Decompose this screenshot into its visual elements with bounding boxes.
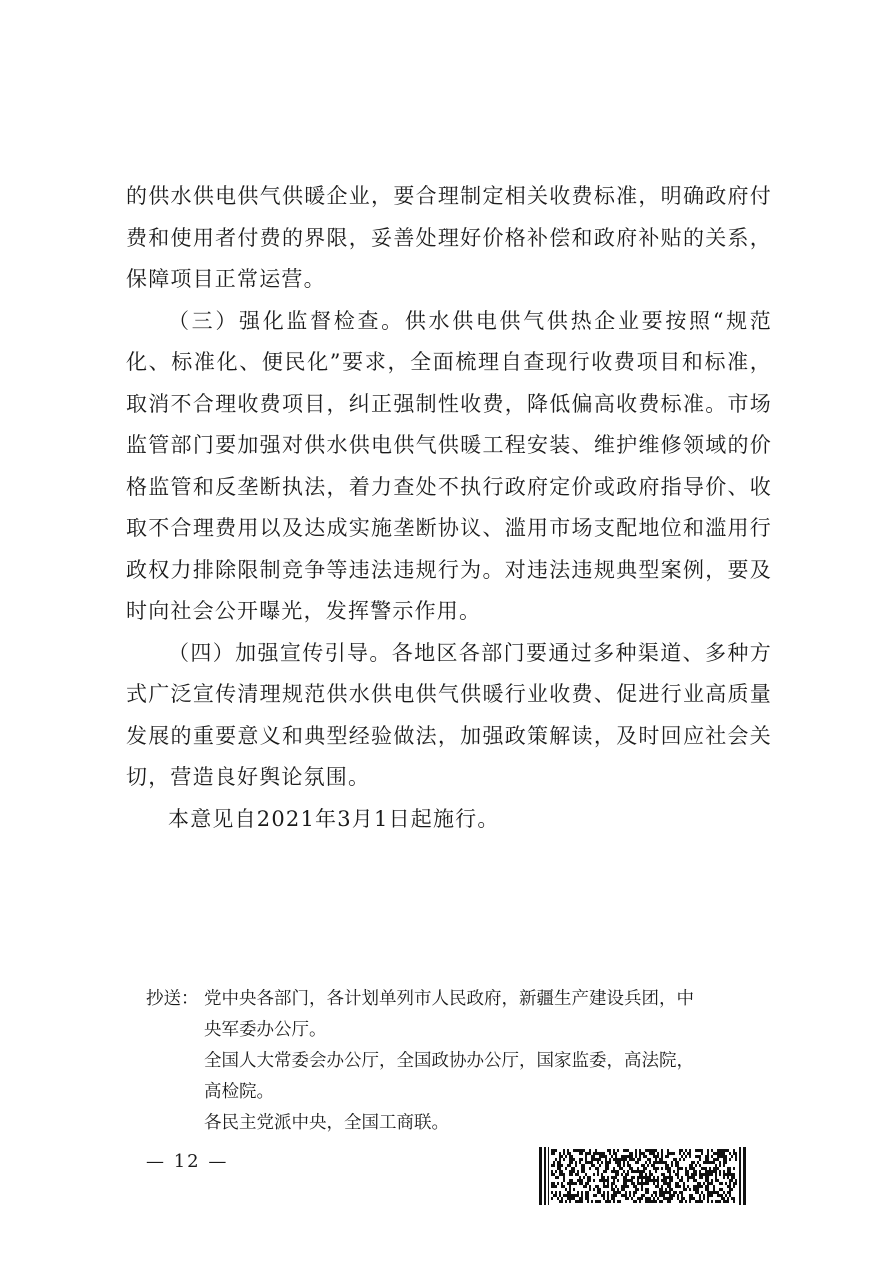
- paragraph-effective-date: 本意见自2021年3月1日起施行。: [168, 806, 500, 831]
- cc-line: 全国人大常委会办公厅，全国政协办公厅，国家监委，高法院，: [204, 1051, 694, 1071]
- cc-line: 党中央各部门，各计划单列市人民政府，新疆生产建设兵团，中: [204, 989, 694, 1009]
- cc-line: 央军委办公厅。: [204, 1020, 327, 1040]
- cc-line: 高检院。: [204, 1082, 274, 1102]
- page-number: — 12 —: [146, 1151, 229, 1172]
- paragraph-publicity: （四）加强宣传引导。各地区各部门要通过多种渠道、多种方式广泛宣传清理规范供水供电供气供暖行业收费、促进行业高质量发展的重要意义和典型经验做法，加强政策解读，及时回应社会关切，营造良好舆论氛围。: [126, 640, 772, 789]
- cc-line: 各民主党派中央，全国工商联。: [204, 1113, 449, 1133]
- cc-list: [146, 984, 758, 1139]
- document-body: [126, 176, 772, 840]
- cc-label: 抄送：: [146, 989, 199, 1009]
- paragraph-supervision: （三）强化监督检查。供水供电供气供热企业要按照“规范化、标准化、便民化”要求，全面梳理自查现行收费项目和标准，取消不合理收费项目，纠正强制性收费，降低偏高收费标准。市场监管部门要加强对供水供电供气供暖工程安装、维护维修领域的价格监管和反垄断执法，着力查处不执行政府定价或政府指导价、收取不合理费用以及达成实施垄断协议、滥用市场支配地位和滥用行政权力排除限制竞争等违法违规行为。对违法违规典型案例，要及时向社会公开曝光，发挥警示作用。: [126, 308, 772, 623]
- barcode-icon: [539, 1147, 747, 1205]
- paragraph-continuation: 的供水供电供气供暖企业，要合理制定相关收费标准，明确政府付费和使用者付费的界限，妥善处理好价格补偿和政府补贴的关系，保障项目正常运营。: [126, 184, 772, 291]
